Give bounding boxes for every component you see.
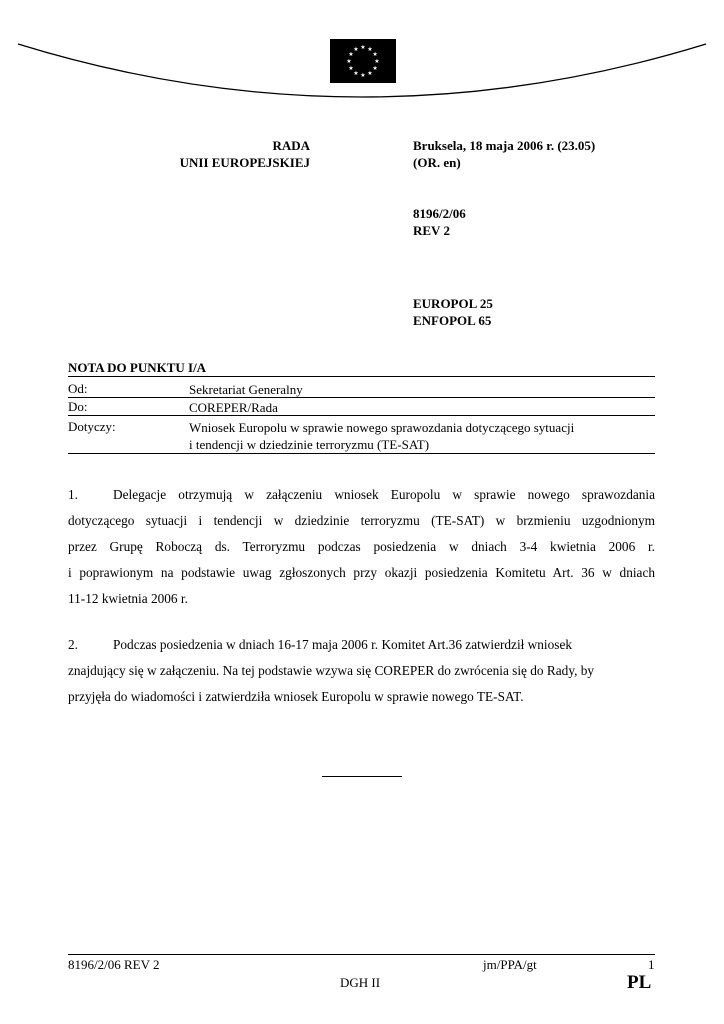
star-icon: ★ [372, 52, 378, 58]
issuing-body [120, 137, 310, 171]
star-icon: ★ [360, 73, 366, 79]
paragraph-line: 2. Podczas posiedzenia w dniach 16-17 maja 2006 r. Komitet Art.36 zatwierdził wniosek [68, 632, 655, 658]
paragraph-line: przyjęła do wiadomości i zatwierdziła wniosek Europolu w sprawie nowego TE-SAT. [68, 689, 524, 704]
paragraph-number: 2. [68, 637, 78, 652]
star-icon: ★ [353, 46, 359, 53]
from-value: Sekretariat Generalny [189, 382, 303, 397]
original-language: (OR. en) [413, 155, 461, 170]
footer-page-number: 1 [648, 957, 655, 972]
footer-directorate: DGH II [340, 975, 381, 990]
star-icon: ★ [374, 59, 380, 65]
subject-line-2: i tendencji w dziedzinie terroryzmu (TE-SAT) [189, 437, 430, 452]
footer-doc-ref: 8196/2/06 REV 2 [68, 957, 160, 972]
from-label: Od: [68, 381, 88, 396]
eu-stars-icon [330, 39, 396, 83]
end-of-text-line [322, 776, 402, 777]
footer-initials: jm/PPA/gt [483, 957, 537, 972]
divider [68, 415, 655, 416]
code-enfopol: ENFOPOL 65 [413, 313, 492, 328]
divider [68, 397, 655, 398]
star-icon: ★ [348, 52, 354, 58]
paragraph-2 [68, 632, 655, 710]
subject-value [189, 419, 574, 453]
paragraph-line: 1. Delegacje otrzymują w załączeniu wniosek Europolu w sprawie nowego sprawozdania [68, 482, 655, 508]
paragraph-line: i poprawionym na podstawie uwag zgłoszonych przy okazji posiedzenia Komitetu Art. 36 w dniach [68, 565, 655, 580]
org-line-1: RADA [272, 138, 310, 153]
place-date: Bruksela, 18 maja 2006 r. (23.05) [413, 138, 596, 153]
revision: REV 2 [413, 223, 450, 238]
divider [68, 376, 655, 377]
divider [68, 453, 655, 454]
to-label: Do: [68, 399, 88, 414]
paragraph-line: 11-12 kwietnia 2006 r. [68, 591, 188, 606]
paragraph-1 [68, 482, 655, 612]
subject-label: Dotyczy: [68, 419, 116, 434]
org-line-2: UNII EUROPEJSKIEJ [179, 155, 310, 170]
star-icon: ★ [348, 66, 354, 72]
star-icon: ★ [367, 71, 373, 78]
star-icon: ★ [367, 46, 373, 53]
paragraph-line: dotyczącego sytuacji i tendencji w dziedzinie terroryzmu (TE-SAT) w brzmieniu uzgodnionym [68, 513, 655, 528]
paragraph-line: znajdujący się w załączeniu. Na tej podstawie wzywa się COREPER do zwrócenia się do Rady, by [68, 663, 595, 678]
to-value: COREPER/Rada [189, 400, 278, 415]
eu-flag-logo [330, 39, 396, 83]
footer-divider [68, 954, 655, 955]
note-title: NOTA DO PUNKTU I/A [68, 360, 207, 375]
star-icon: ★ [353, 71, 359, 78]
star-icon: ★ [360, 45, 366, 51]
code-europol: EUROPOL 25 [413, 296, 493, 311]
document-number: 8196/2/06 [413, 206, 466, 221]
footer-language-code: PL [627, 972, 652, 993]
paragraph-line: przez Grupę Roboczą ds. Terroryzmu podczas posiedzenia w dniach 3-4 kwietnia 2006 r. [68, 539, 655, 554]
star-icon: ★ [346, 59, 352, 65]
paragraph-number: 1. [68, 487, 78, 502]
subject-line-1: Wniosek Europolu w sprawie nowego sprawozdania dotyczącego sytuacji [189, 420, 575, 435]
star-icon: ★ [372, 66, 378, 72]
